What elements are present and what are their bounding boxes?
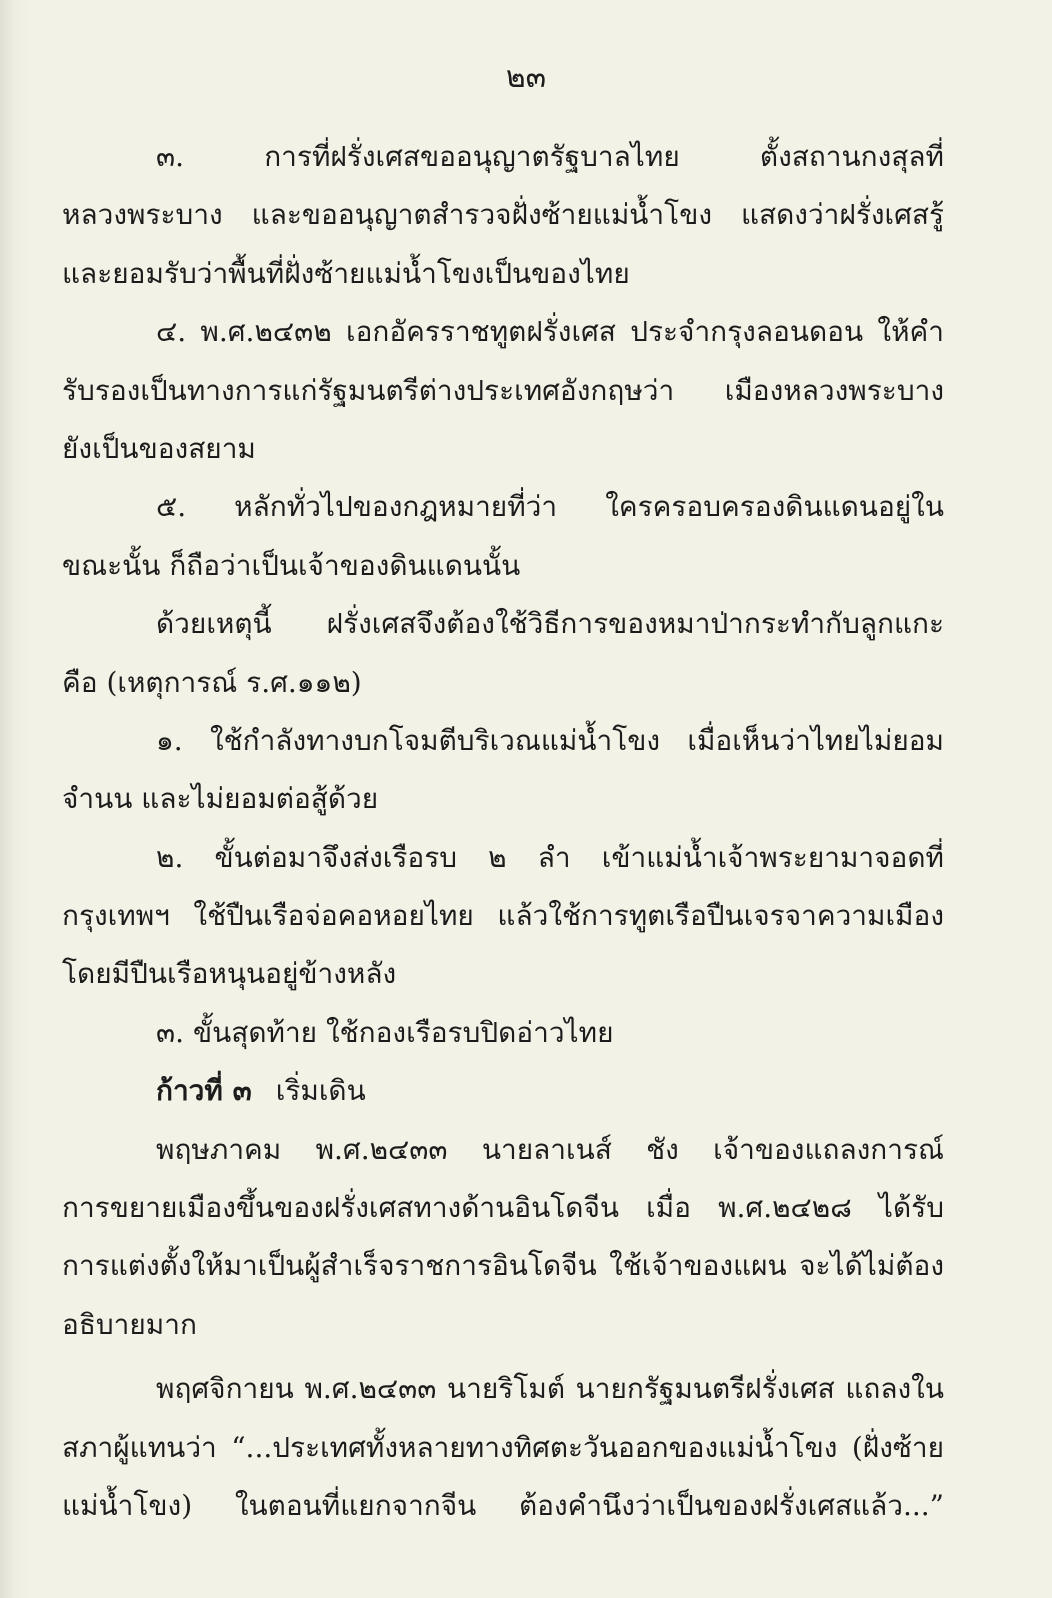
- page-text: [62, 128, 944, 1535]
- paragraph-line: คือ (เหตุการณ์ ร.ศ.๑๑๒): [62, 665, 362, 699]
- paragraph-line: ๔. พ.ศ.๒๔๓๒ เอกอัครราชทูตฝรั่งเศส ประจำกรุงลอนดอน ให้คำ: [156, 315, 944, 349]
- paragraph-line: การแต่งตั้งให้มาเป็นผู้สำเร็จราชการอินโดจีน ใช้เจ้าของแผน จะได้ไม่ต้อง: [62, 1249, 944, 1283]
- page-number: ๒๓: [505, 60, 547, 95]
- paragraph-line: โดยมีปืนเรือหนุนอยู่ข้างหลัง: [62, 957, 397, 991]
- paragraph-line: และยอมรับว่าพื้นที่ฝั่งซ้ายแม่น้ำโขงเป็นของไทย: [62, 256, 630, 290]
- paragraph-line: ขณะนั้น ก็ถือว่าเป็นเจ้าของดินแดนนั้น: [62, 548, 521, 582]
- paragraph-line: ๑. ใช้กำลังทางบกโจมตีบริเวณแม่น้ำโขง เมื่อเห็นว่าไทยไม่ยอม: [156, 723, 944, 757]
- paragraph-line: พฤศจิกายน พ.ศ.๒๔๓๓ นายริโมต์ นายกรัฐมนตรีฝรั่งเศส แถลงใน: [156, 1372, 944, 1406]
- section-heading-number: ก้าวที่ ๓: [156, 1074, 252, 1108]
- paragraph-line: ๕. หลักทั่วไปของกฎหมายที่ว่า ใครครอบครองดินแดนอยู่ใน: [156, 490, 944, 524]
- paragraph-line: หลวงพระบาง และขออนุญาตสำรวจฝั่งซ้ายแม่น้ำโขง แสดงว่าฝรั่งเศสรู้: [62, 198, 944, 232]
- paragraph-line: ยังเป็นของสยาม: [62, 431, 256, 465]
- paragraph-line: พฤษภาคม พ.ศ.๒๔๓๓ นายลาเนส์ ชัง เจ้าของแถลงการณ์: [156, 1132, 944, 1166]
- paragraph-line: ๓. ขั้นสุดท้าย ใช้กองเรือรบปิดอ่าวไทย: [156, 1015, 614, 1049]
- paragraph-line: จำนน และไม่ยอมต่อสู้ด้วย: [62, 782, 379, 816]
- section-heading: [62, 1062, 944, 1120]
- paragraph-line: ๓. การที่ฝรั่งเศสขออนุญาตรัฐบาลไทย ตั้งสถานกงสุลที่: [156, 140, 944, 173]
- paragraph-line: แม่น้ำโขง) ในตอนที่แยกจากจีน ต้องคำนึงว่าเป็นของฝรั่งเศสแล้ว...”: [62, 1488, 944, 1522]
- paragraph-line: การขยายเมืองขึ้นของฝรั่งเศสทางด้านอินโดจีน เมื่อ พ.ศ.๒๔๒๘ ได้รับ: [62, 1191, 944, 1225]
- section-heading-title: เริ่มเดิน: [275, 1074, 366, 1108]
- paragraph-line: สภาผู้แทนว่า “...ประเทศทั้งหลายทางทิศตะวันออกของแม่น้ำโขง (ฝั่งซ้าย: [62, 1430, 944, 1464]
- paragraph-line: อธิบายมาก: [62, 1307, 197, 1341]
- paragraph-line: ด้วยเหตุนี้ ฝรั่งเศสจึงต้องใช้วิธีการของหมาป่ากระทำกับลูกแกะ: [156, 607, 944, 641]
- paragraph-line: รับรองเป็นทางการแก่รัฐมนตรีต่างประเทศอังกฤษว่า เมืองหลวงพระบาง: [62, 373, 944, 407]
- paragraph-line: ๒. ขั้นต่อมาจึงส่งเรือรบ ๒ ลำ เข้าแม่น้ำเจ้าพระยามาจอดที่: [156, 840, 944, 874]
- paragraph-line: กรุงเทพฯ ใช้ปืนเรือจ่อคอหอยไทย แล้วใช้การทูตเรือปืนเจรจาความเมือง: [62, 899, 944, 933]
